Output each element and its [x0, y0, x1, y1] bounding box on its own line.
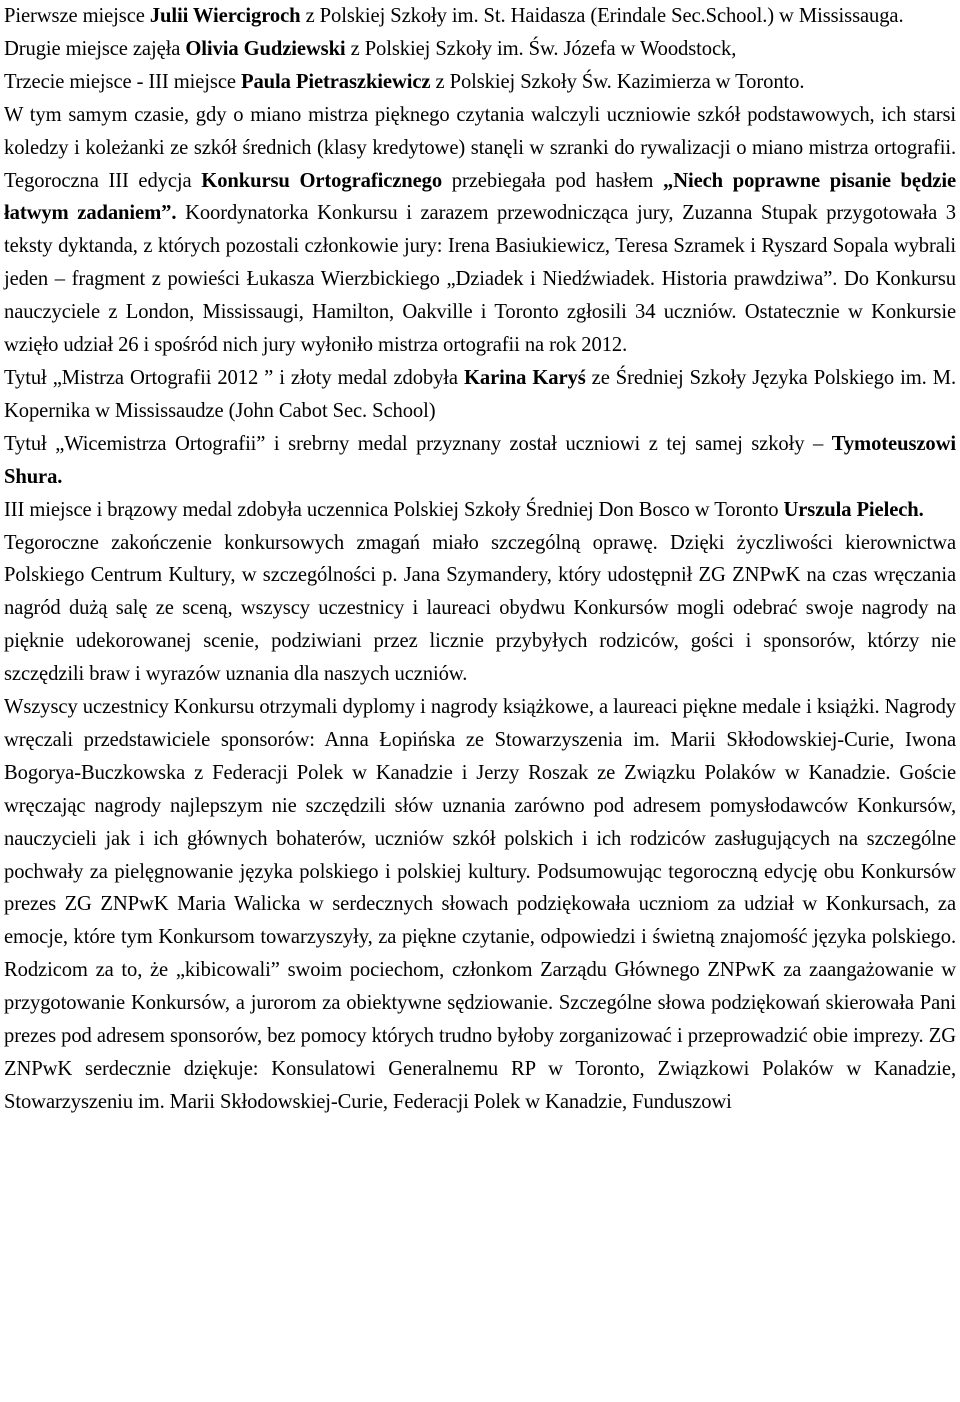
text-run: Koordynatorka Konkursu i zarazem przewodnicząca jury, Zuzanna Stupak przygotowała 3 teksty dyktanda, z których pozostali członkowie jury: Irena Basiukiewicz, Teresa Szramek i Ryszard Sopala wybrali jeden – fragment z powieści Łukasza Wierzbickiego „Dziadek i Niedźwiadek. Historia prawdziwa”. Do Konkursu nauczyciele z London, Mississaugi, Hamilton, Oakville i Toronto zgłosili 34 uczniów. Ostatecznie w Konkursie wzięło udział 26 i spośród nich jury wyłoniło mistrza ortografii na rok 2012. [4, 202, 956, 357]
text-run: III miejsce i brązowy medal zdobyła uczennica Polskiej Szkoły Średniej Don Bosco w Toronto [4, 498, 784, 521]
paragraph-second-place [4, 33, 956, 66]
text-run: Tytuł „Mistrza Ortografii 2012 ” i złoty medal zdobyła [4, 366, 464, 389]
paragraph-third-place [4, 66, 956, 99]
text-run: z Polskiej Szkoły im. Św. Józefa w Woodstock, [345, 37, 737, 60]
text-run: Trzecie miejsce - III miejsce [4, 70, 241, 93]
text-run: z Polskiej Szkoły im. St. Haidasza (Erindale Sec.School.) w Mississauga. [300, 5, 904, 27]
bold-text-run: Olivia Gudziewski [185, 37, 346, 60]
bold-text-run: Paula Pietraszkiewicz [240, 70, 431, 93]
text-run: Pierwsze miejsce [4, 5, 150, 27]
paragraph-awards-and-thanks [4, 691, 956, 1119]
bold-text-run: Tymoteuszowi Shura. [4, 432, 956, 488]
text-run: Drugie miejsce zajęła [4, 37, 186, 60]
text-run: z Polskiej Szkoły Św. Kazimierza w Toronto. [430, 70, 805, 93]
bold-text-run: Konkursu Ortograficznego [201, 169, 443, 192]
paragraph-spelling-champion [4, 362, 956, 428]
text-run: Tegoroczne zakończenie konkursowych zmagań miało szczególną oprawę. Dzięki życzliwości kierownictwa Polskiego Centrum Kultury, w szczególności p. Jana Szymandery, który udostępnił ZG ZNPwK na czas wręczania nagród dużą salę ze sceną, wszyscy uczestnicy i laureaci obydwu Konkursów mogli odebrać swoje nagrody na pięknie udekorowanej scenie, podziwiani przez licznie przybyłych rodziców, gości i sponsorów, którzy nie szczędzili braw i wyrazów uznania dla naszych uczniów. [4, 531, 956, 686]
text-run: przebiegała pod hasłem [442, 169, 664, 192]
paragraph-spelling-third-place [4, 494, 956, 527]
text-run: ze Średniej Szkoły Języka Polskiego im. M. Kopernika w Mississaudze (John Cabot Sec. School) [4, 366, 956, 422]
paragraph-spelling-contest [4, 99, 956, 362]
bold-text-run: Urszula Pielech. [783, 498, 924, 521]
text-run: Tytuł „Wicemistrza Ortografii” i srebrny medal przyznany został uczniowi z tej samej szkoły – [4, 432, 832, 455]
paragraph-ceremony [4, 527, 956, 692]
paragraph-spelling-vice-champion [4, 428, 956, 494]
text-run: W tym samym czasie, gdy o miano mistrza pięknego czytania walczyli uczniowie szkół podstawowych, ich starsi koledzy i koleżanki ze szkół średnich (klasy kredytowe) stanęli w szranki do rywalizacji o miano mistrza ortografii. Tegoroczna III edycja [4, 103, 956, 192]
paragraph-first-place [4, 0, 956, 33]
bold-text-run: Karina Karyś [464, 366, 586, 389]
bold-text-run: „Niech poprawne pisanie będzie łatwym zadaniem”. [4, 169, 957, 225]
bold-text-run: Julii Wiercigroch [149, 5, 301, 27]
text-run: Wszyscy uczestnicy Konkursu otrzymali dyplomy i nagrody książkowe, a laureaci piękne medale i książki. Nagrody wręczali przedstawiciele sponsorów: Anna Łopińska ze Stowarzyszenia im. Marii Skłodowskiej-Curie, Iwona Bogorya-Buczkowska z Federacji Polek w Kanadzie i Jerzy Roszak ze Związku Polaków w Kanadzie. Goście wręczając nagrody najlepszym nie szczędzili słów uznania zarówno pod adresem pomysłodawców Konkursów, nauczycieli jak i ich głównych bohaterów, uczniów szkół polskich i ich rodziców zasługujących na szczególne pochwały za pielęgnowanie języka polskiego i polskiej kultury. Podsumowując tegoroczną edycję obu Konkursów prezes ZG ZNPwK Maria Walicka w serdecznych słowach podziękowała uczniom za udział w Konkursach, za emocje, które tym Konkursom towarzyszyły, za piękne czytanie, odpowiedzi i świetną znajomość języka polskiego. Rodzicom za to, że „kibicowali” swoim pociechom, członkom Zarządu Głównego ZNPwK za zaangażowanie w przygotowanie Konkursów, a jurorom za obiektywne sędziowanie. Szczególne słowa podziękowań skierowała Pani prezes pod adresem sponsorów, bez pomocy których trudno byłoby zorganizować i przeprowadzić obie imprezy. ZG ZNPwK serdecznie dziękuje: Konsulatowi Generalnemu RP w Toronto, Związkowi Polaków w Kanadzie, Stowarzyszeniu im. Marii Skłodowskiej-Curie, Federacji Polek w Kanadzie, Funduszowi [4, 696, 956, 1113]
document-body [4, 0, 956, 1119]
